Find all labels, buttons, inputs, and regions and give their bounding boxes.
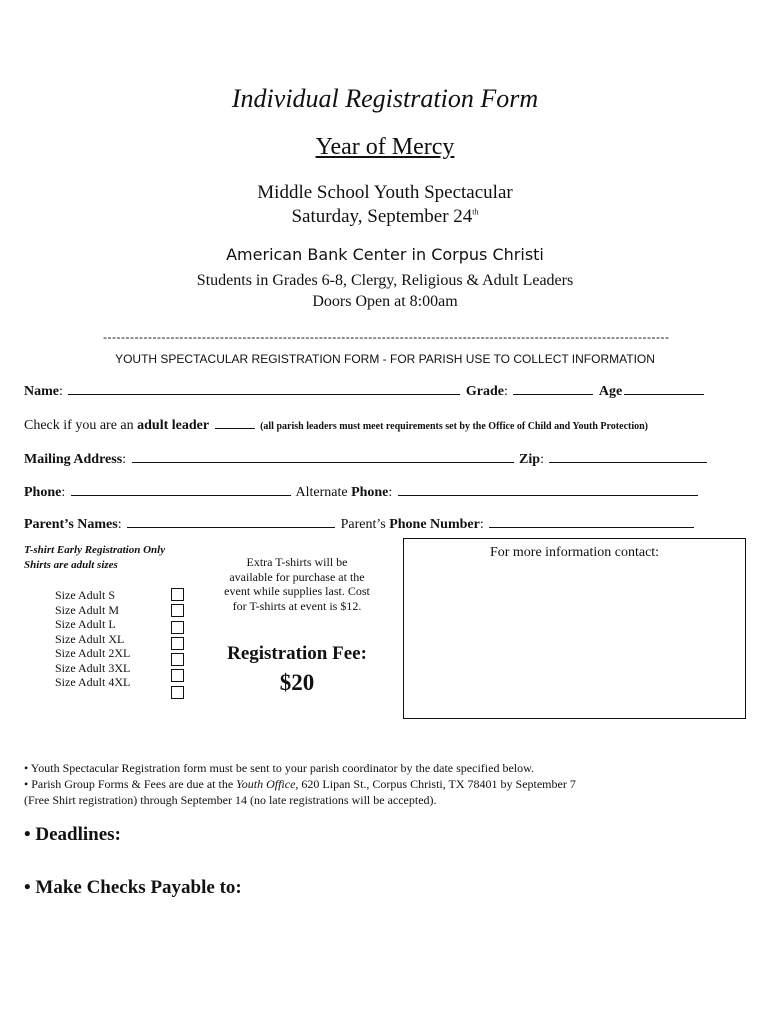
doors-open: Doors Open at 8:00am: [312, 293, 458, 310]
tshirt-checkbox-list: [171, 588, 184, 702]
age-label: Age: [598, 384, 623, 399]
parents-phone-field[interactable]: [489, 515, 694, 528]
form-subtitle: Year of Mercy: [315, 134, 455, 160]
adult-leader-prefix: Check if you are an: [24, 418, 134, 433]
mailing-address-field[interactable]: [132, 450, 514, 463]
size-label: Size Adult L: [55, 617, 116, 631]
submission-notes: [24, 760, 724, 808]
deadlines-heading: • Deadlines:: [24, 824, 121, 845]
mailing-row: Mailing Address: Zip:: [24, 450, 709, 468]
tshirt-heading: [24, 543, 165, 573]
adult-leader-field[interactable]: [215, 416, 255, 429]
name-field[interactable]: [68, 382, 460, 395]
grade-field[interactable]: [513, 382, 593, 395]
contact-box: [403, 538, 746, 719]
parish-use-caption: YOUTH SPECTACULAR REGISTRATION FORM - FOR PARISH USE TO COLLECT INFORMATION: [115, 352, 655, 366]
size-s-checkbox[interactable]: [171, 588, 184, 601]
extra-line: event while supplies last. Cost: [224, 584, 370, 599]
size-3xl-checkbox[interactable]: [171, 669, 184, 682]
tshirt-heading-line-2: Shirts are adult sizes: [24, 559, 118, 571]
size-2xl-checkbox[interactable]: [171, 653, 184, 666]
extra-line: for T-shirts at event is $12.: [232, 598, 362, 613]
extra-line: available for purchase at the: [229, 569, 365, 584]
youth-office-text: Youth Office,: [236, 777, 299, 791]
adult-leader-row: [24, 416, 648, 434]
parents-names-field[interactable]: [127, 515, 335, 528]
grade-label: Grade: [465, 384, 504, 399]
registration-fee-label: Registration Fee:: [227, 643, 367, 664]
parents-row: Parent’s Names: Parent’s Phone Number:: [24, 515, 696, 533]
phone-row: Phone: Alternate Phone:: [24, 483, 700, 501]
name-row: Name: Grade: Age: [24, 382, 706, 400]
checks-label: Make Checks Payable to:: [35, 877, 242, 898]
tshirt-size-list: [55, 588, 130, 690]
extra-line: Extra T-shirts will be: [246, 555, 348, 569]
alternate-phone-field[interactable]: [398, 483, 698, 496]
event-venue: American Bank Center in Corpus Christi: [226, 245, 544, 264]
dashed-divider: ------------------------------------------------------------------------------------------------------------------------------: [103, 330, 670, 344]
note-text: Parish Group Forms & Fees are due at the: [31, 777, 234, 791]
age-field[interactable]: [624, 382, 704, 395]
size-label: Size Adult M: [55, 602, 120, 617]
contact-label: For more information contact:: [489, 545, 660, 560]
size-xl-checkbox[interactable]: [171, 637, 184, 650]
note-text: Youth Spectacular Registration form must be sent to your parish coordinator by the date specified below.: [30, 761, 534, 775]
parents-phone-prefix: Parent’s: [340, 517, 386, 532]
name-label: Name: [24, 384, 59, 399]
form-title: Individual Registration Form: [231, 84, 539, 113]
alternate-phone-prefix: Alternate: [295, 485, 348, 500]
zip-label: Zip: [519, 452, 541, 467]
extra-tshirts-note: [212, 555, 382, 613]
phone-label: Phone: [24, 485, 62, 500]
size-label: Size Adult 3XL: [55, 660, 131, 675]
adult-leader-label: adult leader: [137, 418, 210, 433]
size-l-checkbox[interactable]: [171, 621, 184, 634]
size-4xl-checkbox[interactable]: [171, 686, 184, 699]
deadlines-label: Deadlines:: [35, 824, 121, 845]
zip-field[interactable]: [549, 450, 707, 463]
checks-heading: • Make Checks Payable to:: [24, 877, 242, 898]
size-label: Size Adult 4XL: [55, 675, 131, 689]
mailing-label: Mailing Address: [24, 452, 123, 467]
event-date-text: Saturday, September 24: [291, 206, 473, 227]
parents-names-label: Parent’s Names: [24, 517, 118, 532]
note-line-2: • Parish Group Forms & Fees are due at the Youth Office, 620 Lipan St., Corpus Christi, TX 78401 by September 7: [24, 777, 576, 791]
registration-fee-amount: $20: [279, 670, 315, 695]
size-label: Size Adult XL: [55, 631, 125, 646]
parents-phone-label: Phone Number: [389, 517, 480, 532]
note-line-3: (Free Shirt registration) through September 14 (no late registrations will be accepted).: [24, 793, 437, 807]
event-date: [0, 206, 770, 228]
size-label: Size Adult S: [55, 588, 116, 602]
adult-leader-note: (all parish leaders must meet requirements set by the Office of Child and Youth Protection): [260, 421, 649, 432]
size-m-checkbox[interactable]: [171, 604, 184, 617]
event-audience: Students in Grades 6-8, Clergy, Religious & Adult Leaders: [196, 272, 574, 289]
alternate-phone-label: Phone: [351, 485, 389, 500]
note-text: 620 Lipan St., Corpus Christi, TX 78401 by September 7: [301, 777, 576, 791]
phone-field[interactable]: [71, 483, 291, 496]
tshirt-heading-line-1: T-shirt Early Registration Only: [24, 544, 166, 556]
note-line-1: • Youth Spectacular Registration form must be sent to your parish coordinator by the date specified below.: [24, 761, 534, 775]
event-date-suffix: th: [472, 207, 479, 217]
size-label: Size Adult 2XL: [55, 646, 131, 660]
event-name: Middle School Youth Spectacular: [257, 182, 513, 203]
